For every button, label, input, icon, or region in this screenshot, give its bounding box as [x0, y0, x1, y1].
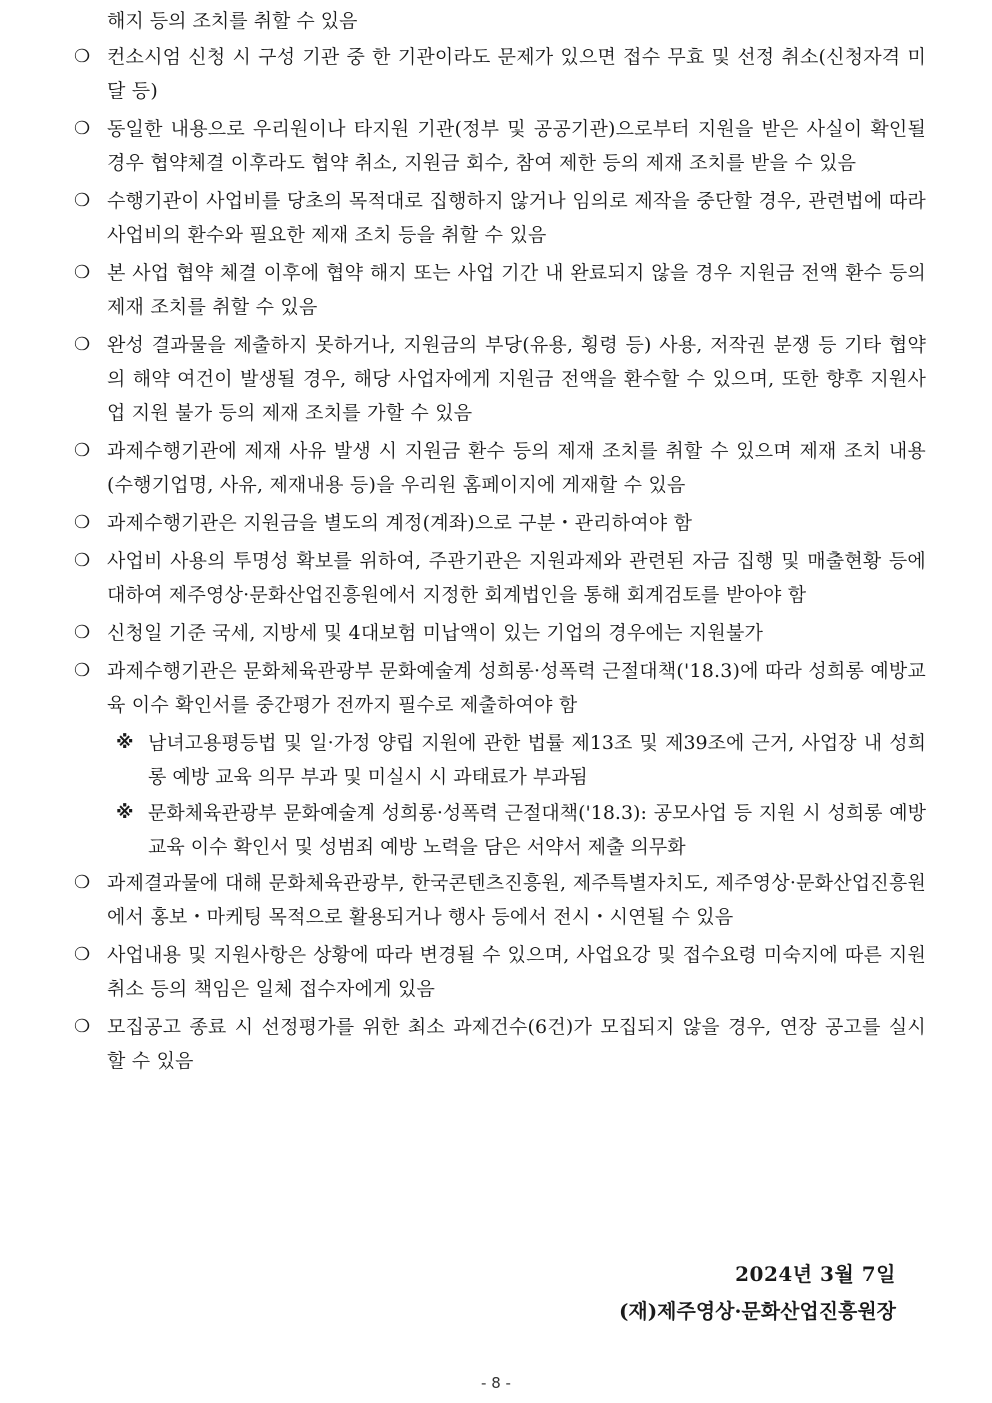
list-item-text: 모집공고 종료 시 선정평가를 위한 최소 과제건수(6건)가 모집되지 않을 경우, 연장 공고를 실시 할 수 있음: [107, 1016, 926, 1072]
list-item-text: 본 사업 협약 체결 이후에 협약 해지 또는 사업 기간 내 완료되지 않을 경우 지원금 전액 환수 등의 제재 조치를 취할 수 있음: [107, 262, 926, 318]
list-item-text: 사업내용 및 지원사항은 상황에 따라 변경될 수 있으며, 사업요강 및 접수요령 미숙지에 따른 지원취소 등의 책임은 일체 접수자에게 있음: [107, 944, 926, 1000]
list-item: [70, 40, 926, 108]
circle-bullet-icon: ❍: [74, 440, 91, 461]
notice-list: [70, 40, 926, 1082]
list-item: [70, 434, 926, 502]
reference-note-text: 문화체육관광부 문화예술계 성희롱·성폭력 근절대책('18.3): 공모사업 등 지원 시 성희롱 예방교육 이수 확인서 및 성범죄 예방 노력을 담은 서약서 제출 의무화: [148, 802, 926, 858]
circle-bullet-icon: ❍: [74, 118, 91, 139]
reference-note: [70, 726, 926, 794]
reference-mark-icon: ※: [116, 732, 134, 753]
list-item-text: 신청일 기준 국세, 지방세 및 4대보험 미납액이 있는 기업의 경우에는 지원불가: [107, 622, 764, 644]
list-item: [70, 616, 926, 650]
list-item-text: 동일한 내용으로 우리원이나 타지원 기관(정부 및 공공기관)으로부터 지원을 받은 사실이 확인될 경우 협약체결 이후라도 협약 취소, 지원금 회수, 참여 제한 등의 제재 조치를 받을 수 있음: [107, 118, 926, 174]
issuer-name: (재)제주영상·문화산업진흥원장: [618, 1299, 896, 1323]
list-item: [70, 256, 926, 324]
list-item-text: 수행기관이 사업비를 당초의 목적대로 집행하지 않거나 임의로 제작을 중단할 경우, 관련법에 따라 사업비의 환수와 필요한 제재 조치 등을 취할 수 있음: [107, 190, 926, 246]
list-item: [70, 506, 926, 540]
list-item-text: 과제수행기관에 제재 사유 발생 시 지원금 환수 등의 제재 조치를 취할 수 있으며 제재 조치 내용(수행기업명, 사유, 제재내용 등)을 우리원 홈페이지에 게재할 수 있음: [107, 440, 926, 496]
list-item-text: 과제수행기관은 지원금을 별도의 계정(계좌)으로 구분・관리하여야 함: [107, 512, 693, 534]
announcement-date: 2024년 3월 7일: [735, 1262, 896, 1286]
reference-mark-icon: ※: [116, 802, 134, 823]
list-item: [70, 184, 926, 252]
circle-bullet-icon: ❍: [74, 622, 91, 643]
circle-bullet-icon: ❍: [74, 512, 91, 533]
circle-bullet-icon: ❍: [74, 46, 91, 67]
list-item-text: 과제수행기관은 문화체육관광부 문화예술계 성희롱·성폭력 근절대책('18.3)에 따라 성희롱 예방교육 이수 확인서를 중간평가 전까지 필수로 제출하여야 함: [107, 660, 926, 716]
circle-bullet-icon: ❍: [74, 334, 91, 355]
list-item-text: 컨소시엄 신청 시 구성 기관 중 한 기관이라도 문제가 있으면 접수 무효 및 선정 취소(신청자격 미달 등): [107, 46, 926, 102]
reference-note: [70, 796, 926, 864]
list-item: [70, 938, 926, 1006]
circle-bullet-icon: ❍: [74, 1016, 91, 1037]
reference-note-text: 남녀고용평등법 및 일·가정 양립 지원에 관한 법률 제13조 및 제39조에 근거, 사업장 내 성희롱 예방 교육 의무 부과 및 미실시 시 과태료가 부과됨: [148, 732, 926, 788]
list-item-text: 과제결과물에 대해 문화체육관광부, 한국콘텐츠진흥원, 제주특별자치도, 제주영상·문화산업진흥원에서 홍보・마케팅 목적으로 활용되거나 행사 등에서 전시・시연될 수 있음: [107, 872, 926, 928]
list-item: [70, 866, 926, 934]
list-item: [70, 654, 926, 722]
list-item-text: 사업비 사용의 투명성 확보를 위하여, 주관기관은 지원과제와 관련된 자금 집행 및 매출현황 등에 대하여 제주영상·문화산업진흥원에서 지정한 회계법인을 통해 회계검토를 받아야 함: [107, 550, 926, 606]
circle-bullet-icon: ❍: [74, 550, 91, 571]
page-number: - 8 -: [481, 1374, 511, 1392]
circle-bullet-icon: ❍: [74, 262, 91, 283]
circle-bullet-icon: ❍: [74, 190, 91, 211]
circle-bullet-icon: ❍: [74, 944, 91, 965]
circle-bullet-icon: ❍: [74, 872, 91, 893]
continuation-line: 해지 등의 조치를 취할 수 있음: [107, 10, 358, 32]
list-item: [70, 112, 926, 180]
circle-bullet-icon: ❍: [74, 660, 91, 681]
list-item: [70, 328, 926, 430]
list-item: [70, 544, 926, 612]
list-item: [70, 1010, 926, 1078]
list-item-text: 완성 결과물을 제출하지 못하거나, 지원금의 부당(유용, 횡령 등) 사용, 저작권 분쟁 등 기타 협약의 해약 여건이 발생될 경우, 해당 사업자에게 지원금 전액을 환수할 수 있으며, 또한 향후 지원사업 지원 불가 등의 제재 조치를 가할 수 있음: [107, 334, 926, 424]
